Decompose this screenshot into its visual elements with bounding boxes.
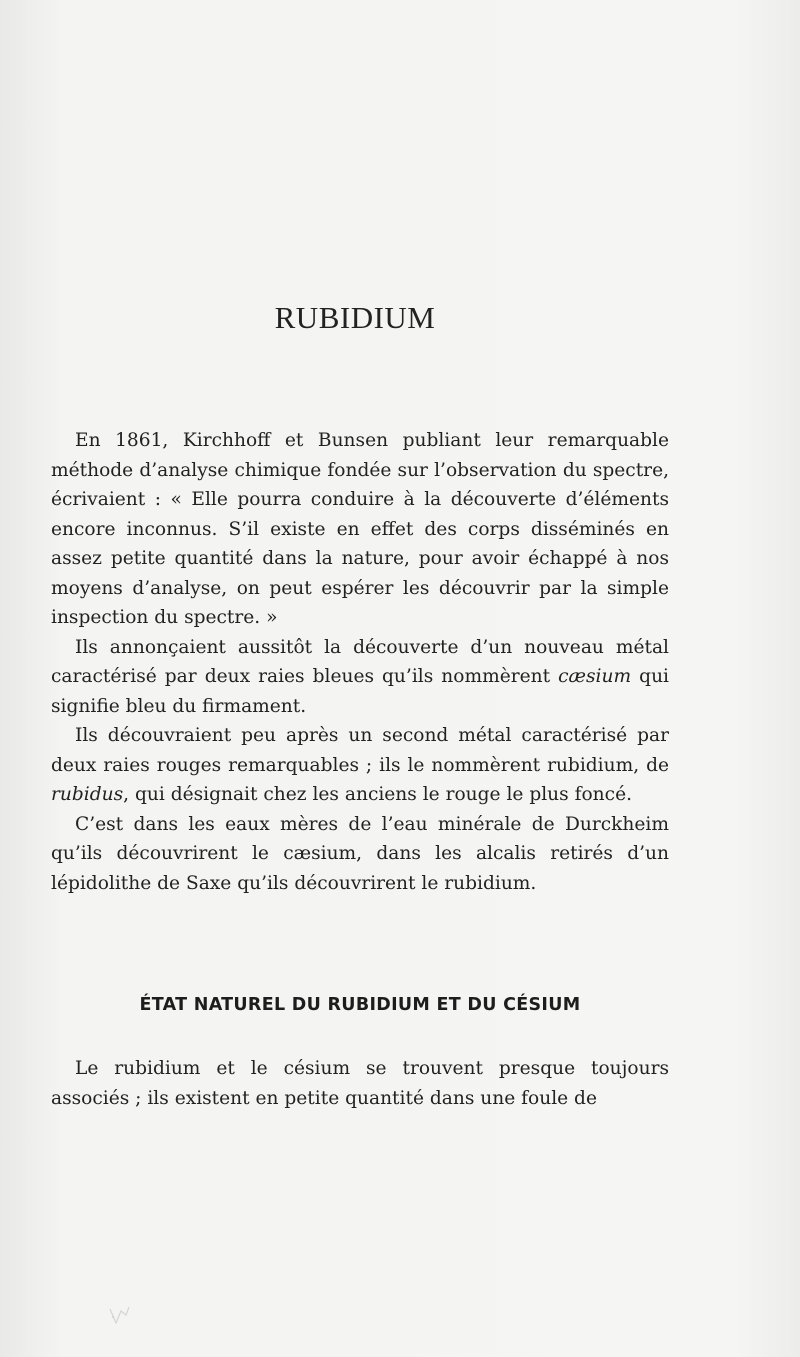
paragraph-3 bbox=[51, 721, 669, 810]
section-text-block bbox=[51, 1054, 669, 1113]
paragraph-2-emphasis: cæsium bbox=[558, 666, 632, 687]
paragraph-2-text-before: Ils annonçaient aussitôt la découverte d’un nouveau métal caractérisé par deux raies bleues qu’ils nommèrent bbox=[51, 636, 669, 687]
paragraph-2-text-after: qui signifie bleu du firmament. bbox=[51, 666, 669, 717]
section-paragraph bbox=[51, 1054, 669, 1113]
page-title: RUBIDIUM bbox=[274, 300, 436, 335]
paper-speck-marks bbox=[108, 1305, 132, 1325]
paragraph-4 bbox=[51, 810, 669, 899]
intro-text bbox=[51, 426, 669, 898]
paragraph-3-text-before: Ils découvraient peu après un second métal caractérisé par deux raies rouges remarquables ; ils le nommèrent rubidium, de bbox=[51, 725, 669, 776]
paragraph-2 bbox=[51, 633, 669, 722]
paragraph-3-text-after: , qui désignait chez les anciens le rouge le plus foncé. bbox=[123, 784, 632, 805]
section-heading: ÉTAT NATUREL DU RUBIDIUM ET DU CÉSIUM bbox=[139, 995, 581, 1015]
section-paragraph-text: Le rubidium et le césium se trouvent presque toujours associés ; ils existent en petite quantité dans une foule de bbox=[51, 1058, 669, 1109]
paragraph-1-text: En 1861, Kirchhoff et Bunsen publiant leur remarquable méthode d’analyse chimique fondée sur l’observation du spectre, écrivaient : « Elle pourra conduire à la découverte d’éléments encore inconnus. S’il existe en effet des corps disséminés en assez petite quantité dans la nature, pour avoir échappé à nos moyens d’analyse, on peut espérer les découvrir par la simple inspection du spectre. » bbox=[51, 430, 669, 628]
paragraph-3-emphasis: rubidus bbox=[51, 784, 124, 805]
paragraph-4-text: C’est dans les eaux mères de l’eau minérale de Durckheim qu’ils découvrirent le cæsium, dans les alcalis retirés d’un lépidolithe de Saxe qu’ils découvrirent le rubidium. bbox=[51, 813, 669, 894]
paragraph-1 bbox=[51, 426, 669, 633]
